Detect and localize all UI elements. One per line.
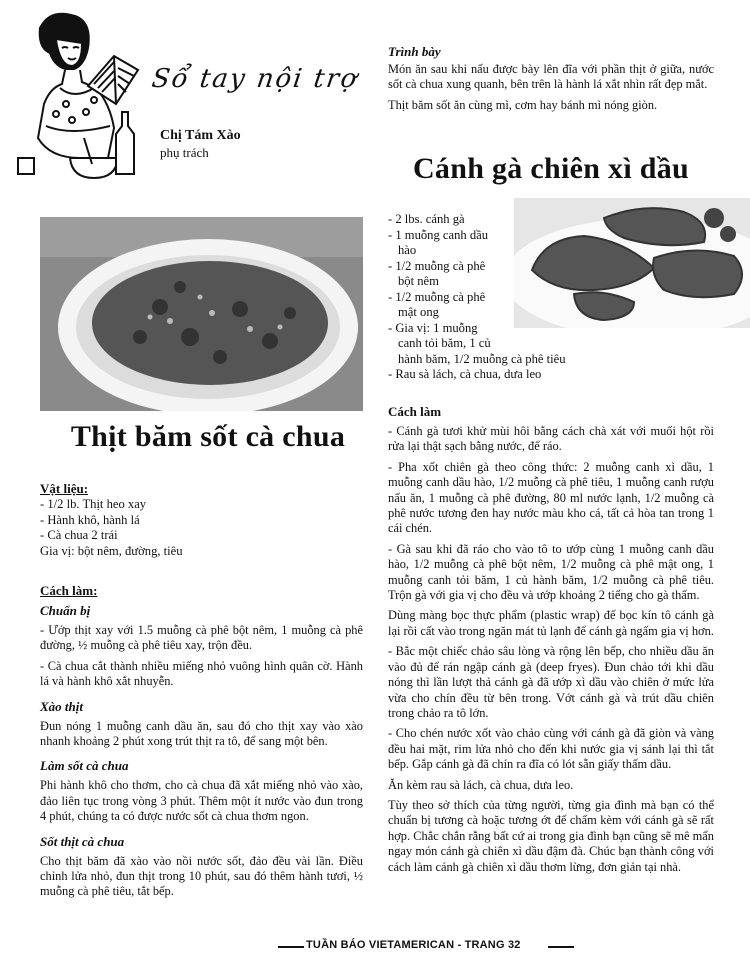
ingredient-item: - 1/2 muỗng cà phê [388,289,486,304]
ingredient-item: hào [398,243,417,257]
section-title: Chuẩn bị [40,603,91,618]
section-paragraph: Cho thịt băm đã xào vào nồi nước sốt, đảo đều vài lần. Điều chỉnh lửa nhỏ, đun thịt trong 10 phút, sau đó thêm hành tươi, ½ muỗng cà phê tiêu, tắt bếp. [40,853,363,899]
ingredients-list [40,497,363,559]
method-paragraph: Tùy theo sở thích của từng người, từng gia đình mà bạn có thể chuẩn bị tương cà hoặc tương ớt để chấm kèm với cánh gà sẽ rất hợp. Chắc chắn rằng bất cứ ai trong gia đình bạn cũng sẽ mê mẩn ngay món cánh gà chiên xì dầu đậm đà. Chúc bạn thành công với cách làm cánh gà chiên xì dầu thơm lừng, đơn giản tại nhà. [388,797,714,874]
section-title: Làm sốt cà chua [40,758,129,774]
section-title: Sốt thịt cà chua [40,833,125,849]
ingredient-item: - Cà chua 2 trái [40,528,118,542]
masthead-title: Sổ tay nội trợ [149,64,361,94]
ingredient-item: hành băm, 1/2 muỗng cà phê tiêu [398,351,566,366]
method-paragraph: - Cánh gà tươi khử mùi hôi bằng cách chà xát với muối hột rồi rửa lại thật sạch bằng nước, để ráo. [388,424,714,454]
masthead-illustration [10,8,150,180]
method-paragraph: Dùng màng bọc thực phẩm (plastic wrap) để bọc kín tô cánh gà lại rồi cất vào trong ngăn mát tủ lạnh để cánh gà ngấm gia vị hơn. [388,608,714,638]
presentation-paragraph: Món ăn sau khi nấu được bày lên đĩa với phần thịt ở giữa, nước sốt cà chua xung quanh, bên trên là hành lá xắt nhìn rất đẹp mắt. [388,62,714,92]
method-heading: Cách làm: [40,583,98,598]
method-paragraph: - Cho chén nước xốt vào chảo cùng với cánh gà đã giòn và vàng đều hai mặt, rim lửa nhỏ cho đến khi nước gia vị sánh lại thì tắt bếp. Gắp cánh gà đã chín ra đĩa có lót sẵn giấy thấm dầu. [388,726,714,772]
presentation-block [388,44,714,113]
section-paragraph: Phi hành khô cho thơm, cho cà chua đã xắt miếng nhỏ vào xào, đảo liên tục trong vòng 3 phút. Thêm một ít nước vào đun trong 4 phút, chúng ta có được nước sốt cà chua thơm ngon. [40,778,363,824]
ingredient-item: - Hành khô, hành lá [40,512,140,527]
ingredient-item: - 2 lbs. cánh gà [388,212,465,226]
method-paragraph: - Gà sau khi đã ráo cho vào tô to ướp cùng 1 muỗng canh dầu hào, 1/2 muỗng cà phê bột nêm, 1/2 muỗng cà phê mật ong, 1 muỗng canh tỏi băm, 1 củ hành băm, 1/2 muỗng cà phê tiêu. Trộn gà với gia vị cho đều và ướp khoảng 2 tiếng cho gà thấm. [388,541,714,603]
ingredient-item: bột nêm [398,274,439,288]
masthead-role: phụ trách [160,145,209,160]
presentation-title: Trình bày [388,44,441,59]
ingredient-item: mật ong [398,305,439,319]
minced-pork-photo [40,217,363,411]
ingredients-heading: Vật liệu: [40,481,89,496]
recipe2-method [388,404,714,875]
presentation-paragraph: Thịt băm sốt ăn cùng mì, cơm hay bánh mì nóng giòn. [388,97,658,112]
section-paragraph: - Cà chua cắt thành nhiều miếng nhỏ vuông hình quân cờ. Hành lá và hành khô xắt nhuyễn. [40,658,363,689]
ingredient-item: - Gia vị: 1 muỗng [388,320,478,335]
recipe1-title: Thịt băm sốt cà chua [70,420,346,453]
ingredient-item: - 1 muỗng canh dầu [388,227,489,242]
footer-rule-left [278,946,304,948]
ingredient-item: - 1/2 muỗng cà phê [388,258,486,273]
recipe2-ingredients [388,212,608,383]
footer-text: TUẦN BÁO VIETAMERICAN - TRANG 32 [306,939,521,951]
ingredient-item: - Rau sà lách, cà chua, dưa leo [388,367,542,381]
method-paragraph: Ăn kèm rau sà lách, cà chua, dưa leo. [388,777,574,792]
method-paragraph: - Bắc một chiếc chảo sâu lòng và rộng lên bếp, cho nhiều dầu ăn vào đủ để rán ngập cánh gà (deep fryes). Đun chảo tới khi dầu nóng thì lần lượt thả cánh gà đã ướp xì dầu vào chiên ở mức lửa vừa cho chín đều từ bên trong. Vớt cánh gà và trút dầu chiên trong chảo ra tô lớn. [388,644,714,720]
recipe1-column [40,481,363,900]
recipe2-title: Cánh gà chiên xì dầu [412,152,690,185]
ingredient-item: Gia vị: bột nêm, đường, tiêu [40,543,183,558]
ingredient-item: canh tỏi băm, 1 củ [398,336,491,350]
section-title: Xào thịt [40,698,83,714]
footer-rule-right [548,946,574,948]
masthead-author: Chị Tám Xào [160,128,241,143]
ingredient-item: - 1/2 lb. Thịt heo xay [40,497,147,511]
section-paragraph: Đun nóng 1 muỗng canh dầu ăn, sau đó cho thịt xay vào xào nhanh khoảng 2 phút xong trút thịt ra tô, để sang một bên. [40,718,363,749]
recipe2-method-heading: Cách làm [388,404,442,419]
section-paragraph: - Ướp thịt xay với 1.5 muỗng cà phê bột nêm, 1 muỗng cà phê đường, ½ muỗng cà phê tiêu xay, trộn đều. [40,623,363,653]
method-paragraph: - Pha xốt chiên gà theo công thức: 2 muỗng canh xì dầu, 1 muỗng canh dầu hào, 1/2 muỗng cà phê tiêu, 1 muỗng canh rượu nấu ăn, 1 muỗng cà phê đường, 80 ml nước lạnh, 1/2 muỗng cà phê nước tương đen hay nước màu kho cá, tất cả hòa tan trong 1 cái chén. [388,459,714,536]
